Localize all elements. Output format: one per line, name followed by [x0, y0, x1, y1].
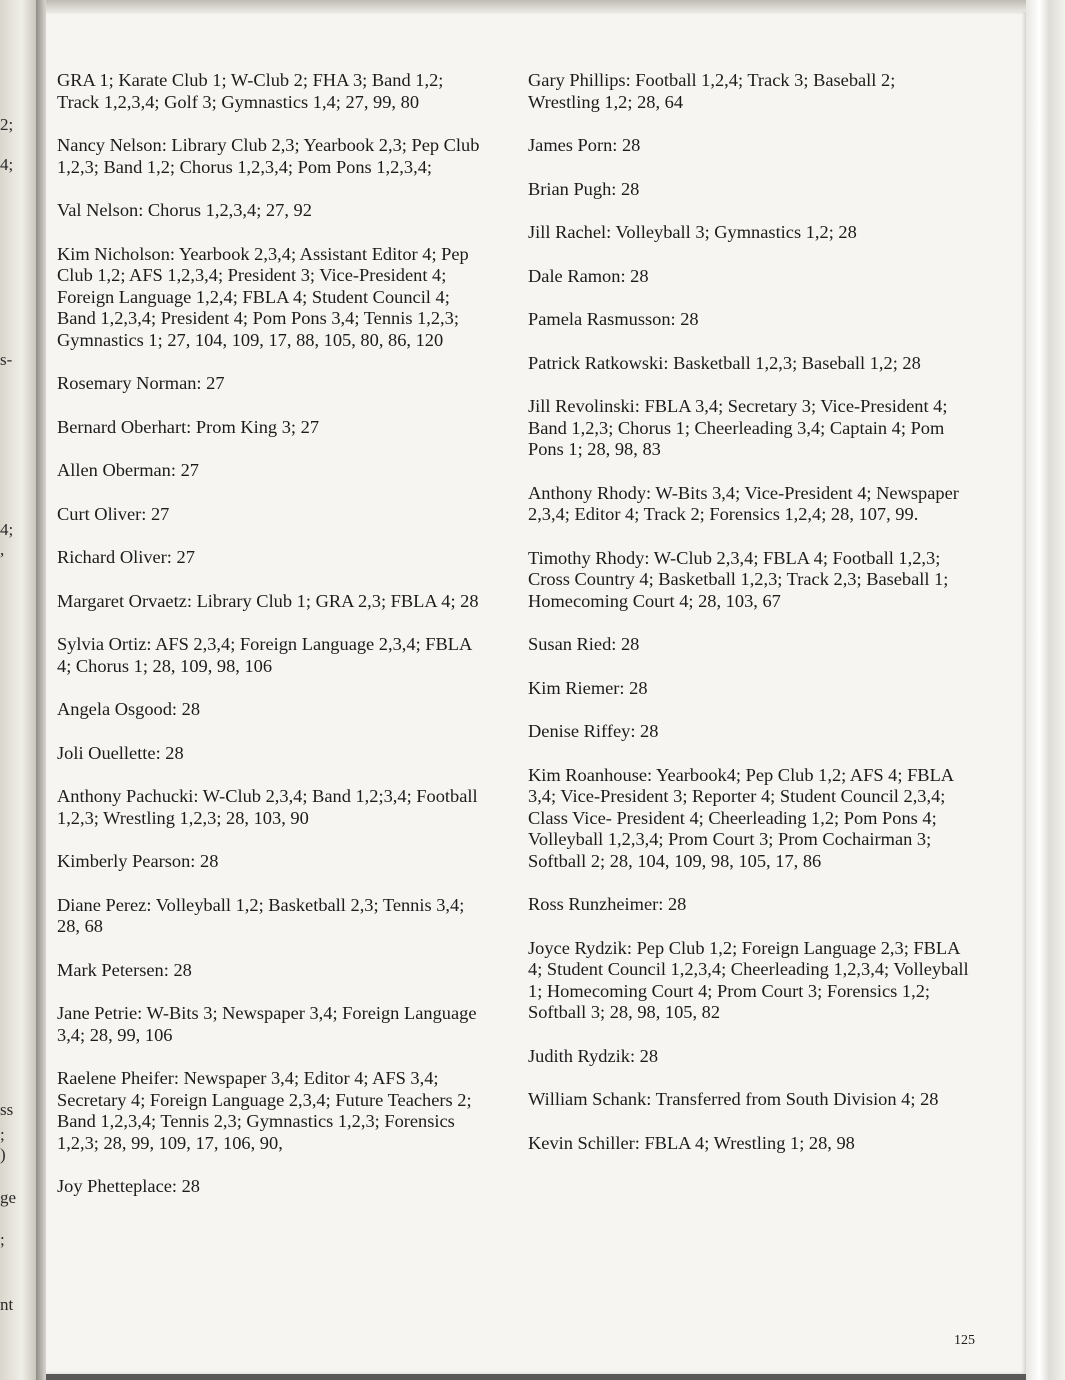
index-entry: Joy Phetteplace: 28 [57, 1176, 201, 1196]
left-column [57, 70, 489, 1220]
margin-fragment: ; [0, 1125, 5, 1144]
index-entry: Curt Oliver: 27 [57, 503, 170, 524]
margin-fragment: ge [0, 1188, 17, 1207]
book-gutter [36, 0, 46, 1380]
index-entry: Nancy Nelson: Library Club 2,3; Yearbook 2,3; Pep Club 1,2,3; Band 1,2; Chorus 1,2,3,4; Pom Pons 1,2,3,4; [57, 135, 480, 177]
index-entry: Anthony Rhody: W-Bits 3,4; Vice-President 4; Newspaper 2,3,4; Editor 4; Track 2; Forensics 1,2,4; 28, 107, 99. [528, 482, 959, 524]
index-entry: James Porn: 28 [528, 135, 641, 155]
margin-fragment: , [0, 540, 5, 559]
margin-fragment: 4; [0, 520, 14, 539]
index-entry: Allen Oberman: 27 [57, 460, 199, 480]
index-entry: Kim Roanhouse: Yearbook4; Pep Club 1,2; AFS 4; FBLA 3,4; Vice-President 3; Reporter 4; Student Council 2,3,4; Class Vice- President 4; Cheerleading 1,2; Pom Pons 4; Volleyball 1,2,3,4; Prom Court 3; Prom Cochairman 3; Softball 2; 28, 104, 109, 98, 105, 17, 86 [528, 764, 954, 871]
margin-fragment: 2; [0, 115, 14, 134]
index-entry: Joyce Rydzik: Pep Club 1,2; Foreign Language 2,3; FBLA 4; Student Council 1,2,3,4; Cheerleading 1,2,3,4; Volleyball 1; Homecoming Court 4; Prom Court 3; Forensics 1,2; Softball 3; 28, 98, 105, 82 [528, 937, 969, 1022]
index-entry: Timothy Rhody: W-Club 2,3,4; FBLA 4; Football 1,2,3; Cross Country 4; Basketball 1,2,3; Track 2,3; Baseball 1; Homecoming Court 4; 28, 103, 67 [528, 547, 949, 611]
index-entry: Rosemary Norman: 27 [57, 373, 225, 393]
index-entry: Angela Osgood: 28 [57, 699, 201, 719]
index-entry: Bernard Oberhart: Prom King 3; 27 [57, 416, 320, 437]
index-entry: Anthony Pachucki: W-Club 2,3,4; Band 1,2;3,4; Football 1,2,3; Wrestling 1,2,3; 28, 103, 90 [57, 786, 478, 828]
index-entry: Ross Runzheimer: 28 [528, 894, 687, 914]
page-number: 125 [954, 1333, 975, 1348]
index-entry: Richard Oliver: 27 [57, 547, 195, 567]
right-column [528, 70, 970, 1176]
index-entry: Pamela Rasmusson: 28 [528, 309, 699, 329]
index-entry: Val Nelson: Chorus 1,2,3,4; 27, 92 [57, 200, 312, 220]
index-entry: Gary Phillips: Football 1,2,4; Track 3; Baseball 2; Wrestling 1,2; 28, 64 [528, 70, 896, 112]
index-entry: Susan Ried: 28 [528, 634, 640, 654]
margin-fragment: ; [0, 1230, 5, 1249]
index-entry: Kevin Schiller: FBLA 4; Wrestling 1; 28, 98 [528, 1132, 855, 1153]
index-entry: Raelene Pheifer: Newspaper 3,4; Editor 4; AFS 3,4; Secretary 4; Foreign Language 2,3,4; Future Teachers 2; Band 1,2,3,4; Tennis 2,3; Gymnastics 1,2,3; Forensics 1,2,3; 28, 99, 109, 17, 106, 90, [57, 1068, 472, 1153]
index-entry: Sylvia Ortiz: AFS 2,3,4; Foreign Language 2,3,4; FBLA 4; Chorus 1; 28, 109, 98, 106 [57, 634, 472, 676]
index-entry: Kim Riemer: 28 [528, 677, 648, 698]
margin-fragment: s- [0, 350, 13, 369]
index-entry: William Schank: Transferred from South Division 4; 28 [528, 1089, 939, 1109]
index-entry: Jane Petrie: W-Bits 3; Newspaper 3,4; Foreign Language 3,4; 28, 99, 106 [57, 1003, 477, 1045]
index-entry: Margaret Orvaetz: Library Club 1; GRA 2,3; FBLA 4; 28 [57, 590, 479, 611]
index-entry: Jill Revolinski: FBLA 3,4; Secretary 3; Vice-President 4; Band 1,2,3; Chorus 1; Cheerleading 3,4; Captain 4; Pom Pons 1; 28, 98, 83 [528, 396, 948, 459]
margin-fragment: nt [0, 1295, 14, 1314]
page-top-edge [46, 0, 1026, 12]
book-right-edge [1026, 0, 1065, 1380]
index-entry: Diane Perez: Volleyball 1,2; Basketball 2,3; Tennis 3,4; 28, 68 [57, 894, 465, 936]
index-entry: Joli Ouellette: 28 [57, 742, 184, 763]
previous-page-edge [0, 0, 36, 1380]
index-entry: Mark Petersen: 28 [57, 959, 192, 980]
margin-fragment: ss [0, 1100, 14, 1119]
index-entry: Kimberly Pearson: 28 [57, 851, 219, 871]
margin-fragment: ) [0, 1145, 6, 1164]
margin-fragment: 4; [0, 155, 14, 174]
index-entry: Brian Pugh: 28 [528, 178, 640, 199]
index-entry: GRA 1; Karate Club 1; W-Club 2; FHA 3; Band 1,2; Track 1,2,3,4; Golf 3; Gymnastics 1,4; 27, 99, 80 [57, 70, 444, 112]
index-entry: Patrick Ratkowski: Basketball 1,2,3; Baseball 1,2; 28 [528, 352, 921, 373]
index-entry: Dale Ramon: 28 [528, 265, 649, 286]
index-entry: Denise Riffey: 28 [528, 721, 659, 741]
index-entry: Kim Nicholson: Yearbook 2,3,4; Assistant Editor 4; Pep Club 1,2; AFS 1,2,3,4; President 3; Vice-President 4; Foreign Language 1,2,4; FBLA 4; Student Council 4; Band 1,2,3,4; President 4; Pom Pons 3,4; Tennis 1,2,3; Gymnastics 1; 27, 104, 109, 17, 88, 105, 80, 86, 120 [57, 243, 469, 350]
index-entry: Jill Rachel: Volleyball 3; Gymnastics 1,2; 28 [528, 222, 857, 242]
index-entry: Judith Rydzik: 28 [528, 1045, 659, 1066]
